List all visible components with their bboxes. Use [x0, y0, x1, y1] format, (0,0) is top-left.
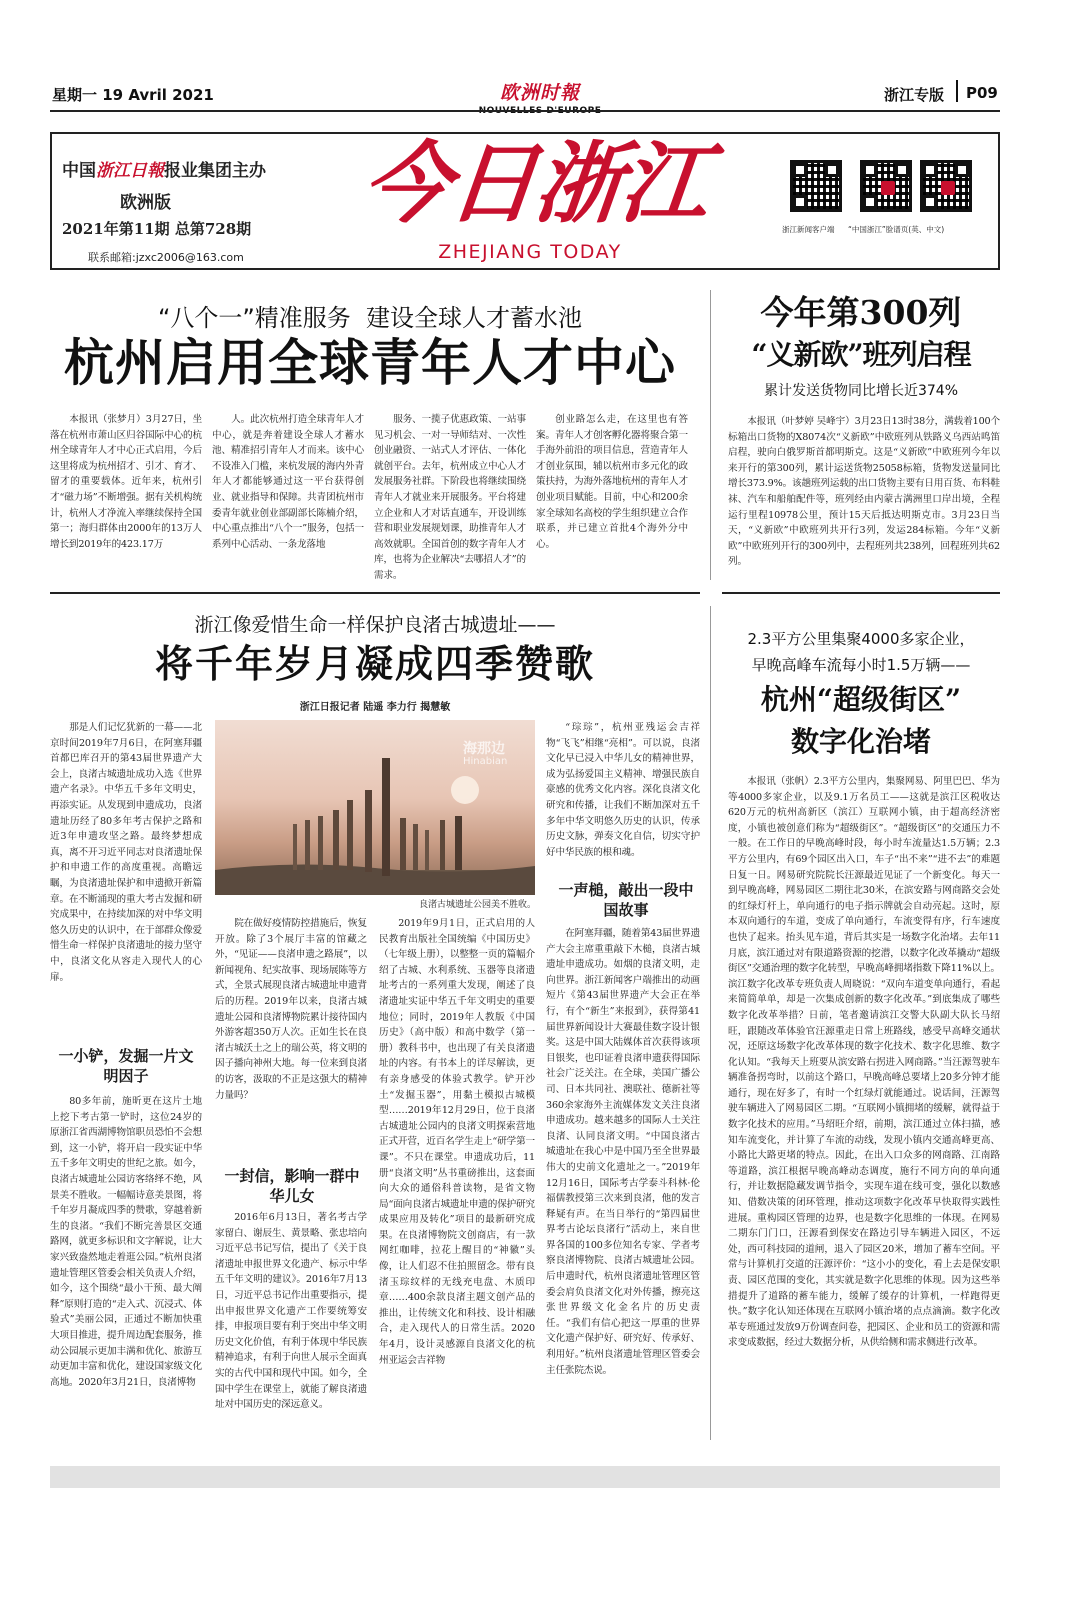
story3-col3-text: 2019年9月1日，正式启用的人民教育出版社全国统编《中国历史》（七年级上册），以整整一页的篇幅介绍了古城、水利系统、玉器等良渚遗址考古的一系列重大发现，阐述了良渚遗址实证中华五千年文明史的重要地位；同时，2019年人教版《中国历史》（高中版）和高中数学（第一册）教科书中，也出现了有关良渚遗址的内容。有书本上的详尽解读，更有亲身感受的体验式教学。铲开沙土“发掘玉器”，用黏土模拟古城模型……2019年12月29日，位于良渚古城遗址公园内的良渚文明探索营地正式开营，近百名学生走上“研学第一课”。不只在课堂。申遗成功后，11册“良渚文明”丛书重磅推出，这套面向大众的通俗科普读物，是省文物局“面向良渚古城遗址申遗的保护研究成果应用及转化”项目的最新研究成果。在良渚博物院文创商店，有一款网红咖啡，拉花上醒目的“神徽”头像，让人们忍不住拍照留念。带有良渚玉琮纹样的无线充电盘、木质印章……400余款良渚主题文创产品的推出，让传统文化和科技、设计相融合，走入现代人的日常生活。2020年4月，设计灵感源自良渚文化的杭州亚运会吉祥物 — [379, 918, 535, 1366]
story1-col3-text: 服务、一揽子优惠政策、一站事见习机会、一对一导师结对、一次性创业融资、一站式人才评估、一体化就创平台。去年，杭州成立中心人才发展服务社群。下阶段也将继续围绕青年人才就业来开展服务。平台将建立企业和人才对话直通车，开设训练营和职业发展规划课，助推青年人才高效就职。全国首创的数字青年人才库，也将为企业解决“去哪招人才”的需求。 — [374, 414, 526, 581]
story1-headline: 杭州启用全球青年人才中心 — [64, 334, 676, 392]
story2-body — [728, 414, 1000, 582]
story1-bottom-rule — [50, 592, 700, 594]
edition-label: 浙江专版 — [883, 86, 944, 104]
story4-headline-2: 数字化治堵 — [790, 725, 931, 758]
story2-bottom-rule — [722, 592, 1000, 594]
story1-kicker: “八个一”精准服务 建设全球人才蓄水池 — [157, 304, 583, 332]
story1-col2 — [212, 412, 364, 580]
story2-headline-line2: “义新欧”班列启程 — [751, 338, 971, 371]
story3-col1b-text: 80多年前，施昕更在这片土地上挖下考古第一铲时，这位24岁的原浙江省西湖博物馆职员恐怕不会想到，这一小铲，将开启一段实证中华五千多年文明史的世纪之旅。如今，良渚古城遗址公园访客络绎不绝，风景美不胜收。一幅幅诗意美景图，将千年岁月凝成四季的赞歌，穿越着新生的良渚。“我们不断完善景区交通路网，就更多标识和文字解说，让大家兴致盎然地走着逛公园。”杭州良渚遗址管理区管委会相关负责人介绍，如今，这个围绕“最小干预、最大阐释”原则打造的“走入式、沉浸式、体验式”美丽公园，正通过不断加快重大项目推进，提升周边配套服务，推动公园展示更加丰满和优化、旅游互动更加丰富和优化，建设国家级文化高地。2020年3月21日，良渚博物 — [50, 1096, 202, 1388]
header-date: 星期一 19 Avril 2021 — [52, 86, 214, 104]
story3-photo — [215, 720, 535, 895]
story3-col4b-text: 在阿塞拜疆，随着第43届世界遗产大会主席重重敲下木槌，良渚古城遗址申遗成功。如烟的良渚文明，走向世界。浙江新闻客户端推出的动画短片《第43届世界遗产大会正在举行，有个“新生”来报到》，获得第41届世界新闻设计大赛最佳数字设计银奖。这是中国大陆媒体首次获得该项目银奖，也印证着良渚申遗获得国际社会广泛关注。在全球，美国广播公司、日本共同社、澳联社、德新社等360余家海外主流媒体发文关注良渚申遗成功。越来越多的国际人士关注良渚、认同良渚文明。“中国良渚古城遗址在我心中是中国乃至全世界最伟大的史前文化遗址之一。”2019年12月16日，国际考古学泰斗科林·伦福儒教授第三次来到良渚，他的发言释疑有声。在当日举行的“第四届世界考古论坛良渚行”活动上，来自世界各国的100多位知名专家、学者考察良渚博物院、良渚古城遗址公园。后申遗时代，杭州良渚遗址管理区管委会肩负良渚文化对外传播，擦亮这张世界级文化金名片的历史责任。“我们有信心把这一厚重的世界文化遗产保护好、研究好、传承好、利用好。”杭州良渚遗址管理区管委会主任张院杰说。 — [546, 928, 700, 1376]
story3-kicker: 浙江像爱惜生命一样保护良渚古城遗址—— — [194, 614, 556, 636]
qr-code-news-app[interactable] — [790, 160, 842, 212]
story4-body-text: 本报讯（张帆）2.3平方公里内，集聚网易、阿里巴巴、华为等4000多家企业，以及9.1万名员工——这就是滨江区税收达620万元的杭州高新区（滨江）互联网小镇，由于超高经济密度，小镇也被创意们称为“超级街区”。“超级街区”的交通压力不一般。在工作日的早晚高峰时段，每小时车流量达1.5万辆；2.3平方公里内，有69个园区出入口，车子“出不来”“进不去”的难题日复一日。网易研究院院长汪源最近见证了一个新变化。每天一到早晚高峰，网易园区二期往北30米，在滨安路与网商路交会处的红绿灯杆上，单向通行的电子指示牌就会自动亮起。这时，原本双向通行的车道，变成了单向通行，车流变得有序，行车速度也快了起来。抬头见车道，背后其实是一场数字化治堵。去年11月底，滨江通过对有限道路资源的挖潜，以数字化改革撬动“超级街区”交通治理的数字化转型，早晚高峰拥堵指数下降11%以上。滨江数字化改革专班负责人周晓说：“双向车道变单向通行，看起来简简单单，却是一次集成创新的数字化改革。”到底集成了哪些数字化改革举措？日前，笔者邀请滨江交警大队副大队长马绍旺，跟随改革体验官汪源重走日常上班路线，感受早高峰交通状况，还原这场数字化改革体现的数字化技术、数字化思维、数字化认知。“我每天上班要从滨安路右拐进入网商路。”当汪源驾驶车辆准备拐弯时，以前这个路口，早晚高峰总要堵上20多分钟才能通行，现在好多了，有时一个红绿灯就能通过。说话间，汪源驾驶车辆进入了网易园区二期。“互联网小镇拥堵的缓解，就得益于数字化技术的应用。”马绍旺介绍，前期，滨江通过立体扫描，感知车流变化，并计算了车流的动线，发现小镇内交通高峰更高、小路比大路更堵的特点。因此，在出入口众多的网商路、江南路等道路，滨江根据早晚高峰动态调度，施行不同方向的单向通行，并让数据隐藏发调节指令，实现车道在线可变，强化以数感知、借数决策的闭环管理，推动这项数字化改革早快取得实践性进展。重构园区管理的边界，也是数字化思维的一体现。在网易二期东门门口，汪源看到保安在路边引导车辆进入园区，不远处，西可科技园的道闸，退入了园区20米，增加了蓄车空间。平常与计算机打交道的汪源评价：“这小小的变化，看上去是保安职责、园区范围的变化，其实就是数字化思维的体现。因为这些举措提升了道路的蓄车能力，缓解了缓存的计算机，一样跑得更快。”数字化认知还体现在互联网小镇治堵的点点滴滴。数字化改革专班通过发放9万份调查问卷，把园区、企业和员工的资源和需求变成数据，经过大数据分析，从供给侧和需求侧进行改革。 — [728, 776, 1000, 1349]
story3-headline: 将千年岁月凝成四季赞歌 — [154, 641, 595, 686]
story3-col4b — [546, 926, 700, 1436]
story3-subhead-3: 一声槌，敲出一段中国故事 — [558, 881, 694, 919]
story4-kicker-2: 早晚高峰车流每小时1.5万辆—— — [751, 656, 971, 674]
header-divider — [956, 80, 958, 102]
qr-code-facebook-page[interactable] — [860, 160, 912, 212]
story3-col2 — [215, 916, 367, 1101]
story3-col2b-text: 2016年6月13日，著名考古学家留白、谢辰生、黄景略、张忠培向习近平总书记写信，提出了《关于良渚遗址申报世界文化遗产、标示中华五千年文明的建议》。2016年7月13日，习近平总书记作出重要指示，提出申报世界文化遗产工作要统筹安排，申报项目要有利于突出中华文明历史文化价值，有利于体现中华民族精神追求，有利于向世人展示全面真实的古代中国和现代中国。如今，全国中学生在课堂上，就能了解良渚遗址对中国历史的深远意义。 — [215, 1212, 367, 1411]
story2-headline-line1: 今年第300列 — [760, 293, 962, 332]
footer-band — [50, 1466, 1000, 1488]
story3-photo-caption: 良渚古城遗址公园美不胜收。 — [418, 900, 536, 910]
story1-col4-text: 创业路怎么走，在这里也有答案。青年人才创客孵化器将聚合第一手海外前沿的项目信息，营造青年人才创业氛围，辅以杭州市多元化的政策扶持，为海外落地杭州的青年人才创业项目赋能。目前，中心和200余家全球知名高校的学生组织建立合作联系，并已建立首批4个海外分中心。 — [536, 414, 688, 550]
story2-body-text: 本报讯（叶梦婷 吴峰宇）3月23日13时38分，满载着100个标箱出口货物的X8074次“义新欧”中欧班列从铁路义乌西站鸣笛启程，驶向白俄罗斯首都明斯克。这是“义新欧”中欧班列今年以来开行的第300列，累计运送货物25058标箱，货物发送量同比增长373.9%。该趟班列运载的出口货物主要有日用百货、布料鞋袜、汽车和船舶配件等，班列经由内蒙古满洲里口岸出境，全程运行里程10978公里，预计15天后抵达明斯克市。3月23日当天，“义新欧”中欧班列共开行3列，发运284标箱。今年“义新欧”中欧班列开行的300列中，去程班列共238列，回程班列共62列。 — [728, 416, 1000, 568]
story3-col4-text: “琮琮”，杭州亚残运会吉祥物“飞飞”相继“亮相”。可以说，良渚文化早已浸入中华儿女的精神世界，成为弘扬爱国主义精神、增强民族自豪感的优秀文化内容。深化良渚文化研究和传播，让我们不断加深对五千多年中华文明悠久历史的认识，传承历史文脉，弹奏文化自信，切实守护好中华民族的根和魂。 — [546, 722, 700, 858]
qr-caption-facebook: “中国浙江”脸谱页(英、中文) — [848, 225, 945, 234]
story1-col1-text: 本报讯（张梦月）3月27日，坐落在杭州市萧山区归谷国际中心的杭州全球青年人才中心正式启用，今后这里将成为杭州招才、引才、育才、留才的重要载体。近年来，杭州引才“磁力场”不断增强。据有关机构统计，杭州人才净流入率继续保持全国第一；海归群体由2000年的13万人增长到2019年的423.17万 — [50, 414, 202, 550]
story3-col1 — [50, 720, 202, 1036]
brand-logo-cn: 欧洲时報 — [499, 82, 580, 104]
story3-col1b — [50, 1094, 202, 1436]
masthead-title: 今日浙江 — [357, 131, 713, 235]
story1-col1 — [50, 412, 202, 580]
photo-watermark-cn: 海那边 — [463, 741, 505, 757]
story3-byline: 浙江日报记者 陆遥 李力行 揭慧敏 — [299, 702, 451, 713]
column-divider-2 — [710, 606, 711, 1440]
story3-col1-text: 那是人们记忆犹新的一幕——北京时间2019年7月6日，在阿塞拜疆首都巴库召开的第43届世界遗产大会上，良渚古城遗址成功入选《世界遗产名录》。中华五千多年文明史，再添实证。从发现到申遗成功，良渚遗址历经了80多年考古保护之路和近3年申遗攻坚之路。最终梦想成真，离不开习近平同志对良渚遗址保护和申遗工作的高度重视。高瞻远瞩，为良渚遗址保护和申遗掀开新篇章。在不断涌现的重大考古发掘和研究成果中，在持续加深的对中华文明悠久历史的认识中，在于部群众像爱惜生命一样保护良渚遗址的接力坚守中，良渚文化从容走入现代人的心扉。 — [50, 722, 202, 983]
header-rule — [50, 110, 1000, 112]
sponsor-suffix: 报业集团主办 — [164, 161, 266, 181]
masthead-sponsor — [62, 156, 266, 181]
story3-col2b — [215, 1210, 367, 1436]
photo-watermark-en: Hinabian — [463, 756, 508, 767]
story3-subhead-2: 一封信，影响一群中华儿女 — [224, 1167, 360, 1205]
masthead-email: 联系邮箱:jzxc2006@163.com — [88, 251, 244, 264]
page-number: P09 — [966, 84, 998, 102]
story3-col2-text: 院在做好疫情防控措施后，恢复开放。除了3个展厅丰富的馆藏之外，“见证——良渚申遗之路展”，以新闻视角、纪实故事、现场展陈等方式，全景式展现良渚古城遗址申遗背后的历程。2019年以来，良渚古城遗址公园和良渚博物院累计接待国内外游客超350万人次。正如生长在良渚古城沃土之上的瑞公英，将文明的因子播向神州大地。每一位来到良渚的访客，汲取的不正是这强大的精神力量吗？ — [215, 918, 367, 1101]
story3-col4 — [546, 720, 700, 880]
qr-code-facebook-page-2[interactable] — [920, 160, 972, 212]
masthead-issue: 2021年第11期 总第728期 — [62, 220, 252, 238]
masthead-version: 欧洲版 — [120, 193, 171, 213]
story2-deck: 累计发送货物同比增长近374% — [763, 383, 959, 399]
story1-col2-text: 人。此次杭州打造全球青年人才中心，就是奔着建设全球人才蓄水池、精准招引青年人才而来。该中心不设准入门槛，来杭发展的海内外青年人才都能够通过这一平台获得创业、就业指导和保障。共青团杭州市委青年就业创业部副部长陈楠介绍，中心重点推出“八个一”服务，包括一系列中心活动、一条龙落地 — [212, 414, 364, 550]
column-divider — [710, 290, 711, 580]
story1-col3 — [374, 412, 526, 580]
story1-col4 — [536, 412, 688, 580]
story3-col3 — [379, 916, 535, 1436]
masthead-title-en: ZHEJIANG TODAY — [438, 241, 622, 263]
story4-headline-1: 杭州“超级街区” — [760, 683, 962, 716]
story4-kicker-1: 2.3平方公里集聚4000多家企业， — [747, 630, 975, 648]
story4-body — [728, 774, 1000, 1438]
sponsor-logo: 浙江日報 — [96, 161, 164, 181]
sponsor-prefix: 中国 — [62, 161, 96, 181]
story3-subhead-1: 一小铲，发掘一片文明因子 — [58, 1047, 194, 1085]
qr-caption-news-app: 浙江新闻客户端 — [782, 225, 835, 234]
